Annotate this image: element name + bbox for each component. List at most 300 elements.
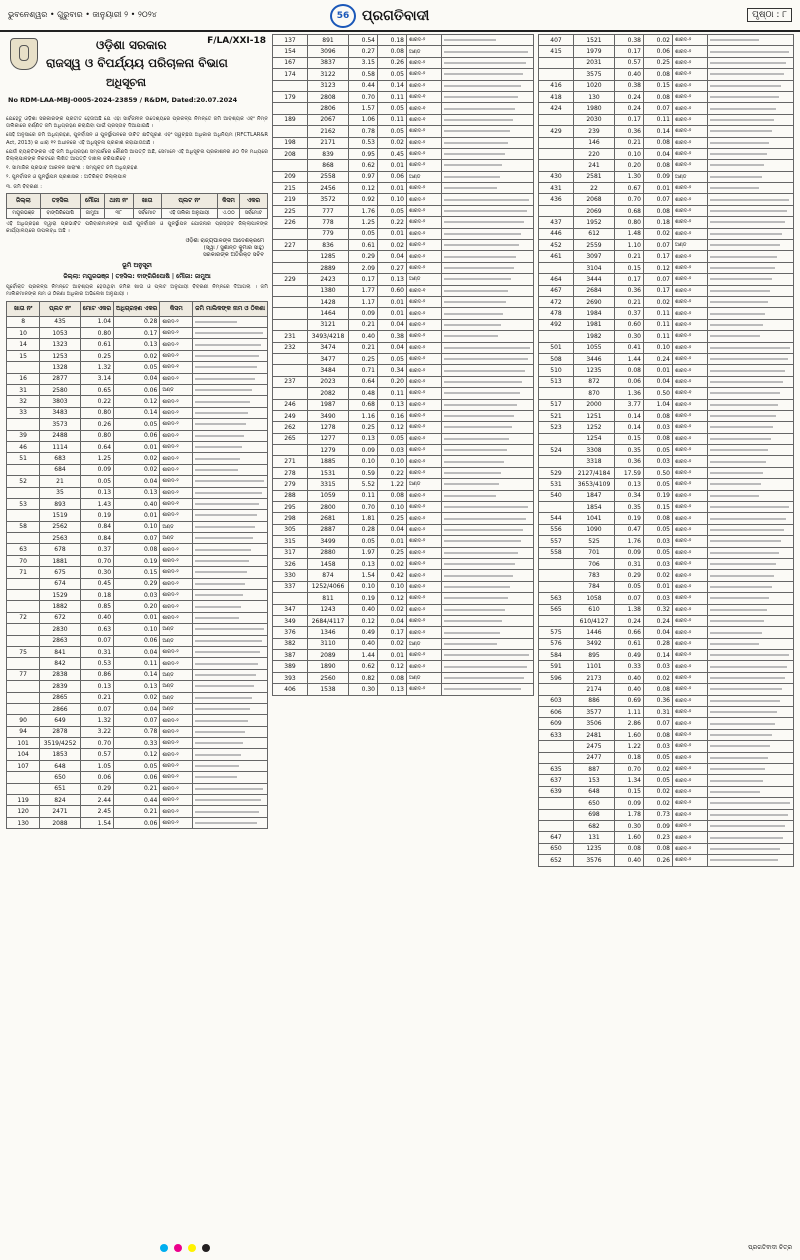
owner-text-placeholder	[710, 130, 772, 132]
khata-cell: 326	[273, 558, 308, 569]
khata-cell: 430	[539, 171, 574, 182]
owner-cell	[442, 445, 534, 456]
kisam-cell: ଶାରଦ-୨	[673, 103, 708, 114]
acquired-area-cell: 0.03	[644, 593, 673, 604]
khata-cell: 104	[7, 749, 40, 760]
table-row	[539, 331, 794, 342]
table-row	[273, 650, 534, 661]
acquired-area-cell: 0.08	[644, 205, 673, 216]
plot-cell: 872	[574, 376, 615, 387]
acquired-area-cell: 0.29	[114, 578, 160, 589]
notice-ref-code: F/LA/XXI-18	[207, 36, 266, 46]
plot-cell: 35	[40, 487, 80, 498]
acquired-area-cell: 0.11	[114, 658, 160, 669]
table-row	[273, 627, 534, 638]
summary-header-cell: ଥାନା ନଂ	[104, 193, 133, 208]
owner-text-placeholder	[444, 176, 500, 178]
khata-cell: 464	[539, 274, 574, 285]
owner-cell	[708, 775, 794, 786]
owner-cell	[708, 661, 794, 672]
total-area-cell: 0.14	[615, 422, 644, 433]
page-number: ପୃଷ୍ଠା : ୮	[747, 8, 792, 22]
owner-text-placeholder	[444, 267, 514, 269]
table-row	[7, 646, 268, 657]
kisam-cell: ଶାରଦ-୨	[673, 194, 708, 205]
owner-text-placeholder	[444, 426, 512, 428]
table-row	[273, 194, 534, 205]
khata-cell	[539, 570, 574, 581]
khata-cell	[539, 820, 574, 831]
acquired-area-cell: 0.19	[114, 555, 160, 566]
owner-text-placeholder	[710, 723, 775, 725]
owner-text-placeholder	[195, 537, 253, 539]
owner-cell	[193, 590, 268, 601]
owner-text-placeholder	[195, 458, 240, 460]
plot-cell: 2031	[574, 57, 615, 68]
kisam-cell: ଅଣ୍ଡ	[407, 638, 442, 649]
acquired-area-cell: 0.08	[644, 843, 673, 854]
table-row	[539, 627, 794, 638]
summary-header-cell: ଏକର	[240, 193, 268, 208]
plot-cell: 2806	[308, 103, 349, 114]
owner-text-placeholder	[195, 378, 254, 380]
total-area-cell: 0.69	[615, 695, 644, 706]
owner-cell	[708, 228, 794, 239]
owner-text-placeholder	[710, 210, 787, 212]
total-area-cell: 1.48	[615, 228, 644, 239]
owner-text-placeholder	[710, 563, 776, 565]
table-row	[273, 365, 534, 376]
acquired-area-cell: 0.26	[378, 57, 407, 68]
khata-cell	[273, 251, 308, 262]
khata-cell: 635	[539, 764, 574, 775]
acquired-area-cell: 0.02	[644, 764, 673, 775]
owner-text-placeholder	[710, 825, 785, 827]
kisam-cell: ଶାରଦ-୨	[673, 798, 708, 809]
plot-cell: 836	[308, 240, 349, 251]
plot-cell: 3653/4109	[574, 479, 615, 490]
plot-cell: 1519	[40, 510, 80, 521]
kisam-cell: ଶାରଦ-୨	[673, 205, 708, 216]
table-row	[539, 752, 794, 763]
acquired-area-cell: 0.28	[114, 316, 160, 327]
owner-text-placeholder	[710, 848, 780, 850]
notice-para-4: ଏହି ଅଧିଗ୍ରହଣ ଦ୍ୱାରା ପ୍ରଭାବିତ ପରିବାରମାନଙ୍କ ପାଇଁ ପୁନର୍ବାସନ ଓ ପୁନର୍ସ୍ଥାପନ ଯୋଜନାର ପ୍ରସ୍ତାବ ଜିଲ୍ଲାପାଳଙ୍କ କାର୍ଯ୍ୟାଳୟରେ ଉପଲବ୍ଧ ଅଛି ।	[6, 220, 268, 235]
owner-cell	[708, 274, 794, 285]
table-row	[7, 772, 268, 783]
plot-cell: 153	[574, 775, 615, 786]
plot-cell: 1279	[308, 445, 349, 456]
table-row	[273, 228, 534, 239]
kisam-cell: ଶାରଦ-୨	[673, 422, 708, 433]
kisam-cell: ଅଣ୍ଡ	[407, 171, 442, 182]
table-header-cell: ଜମି ମାଲିକଙ୍କ ନାମ ଓ ଠିକଣା	[193, 301, 268, 316]
table-row	[273, 69, 534, 80]
plot-cell: 2877	[40, 373, 80, 384]
owner-cell	[442, 433, 534, 444]
acquired-area-cell: 0.04	[114, 373, 160, 384]
kisam-cell: ଶାରଦ-୨	[407, 570, 442, 581]
acquired-area-cell: 0.50	[644, 388, 673, 399]
owner-text-placeholder	[195, 412, 248, 414]
owner-cell	[442, 103, 534, 114]
plot-cell: 887	[574, 764, 615, 775]
acquired-area-cell: 0.03	[644, 456, 673, 467]
table-row	[7, 328, 268, 339]
acquired-area-cell: 0.08	[644, 513, 673, 524]
sign-line: ସରକାରଙ୍କ ଅତିରିକ୍ତ ସଚିବ	[202, 252, 264, 259]
khata-cell: 16	[7, 373, 40, 384]
khata-cell	[273, 228, 308, 239]
table-row	[7, 590, 268, 601]
owner-cell	[442, 160, 534, 171]
table-row	[539, 57, 794, 68]
plot-cell: 3493/4218	[308, 331, 349, 342]
acquired-area-cell: 0.15	[644, 80, 673, 91]
owner-text-placeholder	[444, 552, 518, 554]
kisam-cell: ଶାରଦ-୨	[673, 536, 708, 547]
khata-cell	[7, 772, 40, 783]
khata-cell: 305	[273, 524, 308, 535]
total-area-cell: 0.07	[80, 703, 113, 714]
kisam-cell: ଶାରଦ-୨	[673, 581, 708, 592]
plot-cell: 1277	[308, 433, 349, 444]
plot-cell: 3477	[308, 353, 349, 364]
kisam-cell: ଶାରଦ-୨	[407, 262, 442, 273]
owner-cell	[193, 726, 268, 737]
total-area-cell: 0.80	[80, 430, 113, 441]
owner-cell	[442, 456, 534, 467]
acquired-area-cell: 0.03	[644, 661, 673, 672]
plot-cell: 3506	[574, 718, 615, 729]
notice-list-item: ୧. ସାମାଜିକ ପ୍ରଭାବ ଆକଳନ ସାରାଂଶ : ସମ୍ପୃକ୍ତ ଜମି ଅଧିଗ୍ରହଣ	[6, 165, 138, 172]
kisam-cell: ଶାରଦ-୨	[673, 183, 708, 194]
acquired-area-cell: 0.01	[114, 612, 160, 623]
owner-cell	[442, 593, 534, 604]
total-area-cell: 0.18	[615, 752, 644, 763]
plot-cell: 435	[40, 316, 80, 327]
acquired-area-cell: 0.07	[114, 715, 160, 726]
notice-para-1: ଯେହେତୁ ଓଡ଼ିଶା ସରକାରଙ୍କ ପ୍ରତୀତ ହେଉଅଛି ଯେ ଏହା ସାର୍ବଜନୀନ ଉଦ୍ଦେଶ୍ୟରେ ପ୍ରକଳ୍ପ ନିମନ୍ତେ ଜମି ଆବଶ୍ୟକ ଏବଂ ନିମ୍ନ ତାଲିକାରେ ବର୍ଣ୍ଣିତ ଜମି ଅଧିଗ୍ରହଣ କରାଯିବା ପାଇଁ ପ୍ରସ୍ତାବ ଦିଆଯାଇଛି ।	[6, 116, 268, 130]
total-area-cell: 0.40	[615, 672, 644, 683]
total-area-cell: 2.86	[615, 718, 644, 729]
owner-text-placeholder	[195, 401, 250, 403]
acquired-area-cell: 0.08	[644, 137, 673, 148]
khata-cell	[7, 510, 40, 521]
table-row	[7, 738, 268, 749]
owner-cell	[442, 536, 534, 547]
owner-cell	[193, 715, 268, 726]
kisam-cell: ଶାରଦ-୨	[673, 650, 708, 661]
khata-cell: 431	[539, 183, 574, 194]
acquired-area-cell: 0.44	[114, 795, 160, 806]
kisam-cell: ଶାରଦ-୨	[407, 650, 442, 661]
table-row	[273, 581, 534, 592]
owner-cell	[708, 524, 794, 535]
owner-text-placeholder	[710, 244, 780, 246]
table-row	[7, 817, 268, 828]
total-area-cell: 0.63	[80, 624, 113, 635]
total-area-cell: 0.65	[80, 384, 113, 395]
owner-cell	[442, 126, 534, 137]
kisam-cell: ଅଣ୍ଡ	[407, 672, 442, 683]
plot-cell: 2838	[40, 669, 80, 680]
kisam-cell: ଅଣ୍ଡ	[160, 692, 193, 703]
plot-cell: 3575	[574, 69, 615, 80]
acquired-area-cell: 0.06	[114, 817, 160, 828]
table-row	[273, 148, 534, 159]
table-row	[539, 160, 794, 171]
owner-text-placeholder	[710, 119, 774, 121]
khata-cell	[539, 615, 574, 626]
total-area-cell: 0.38	[615, 80, 644, 91]
acquired-area-cell: 0.14	[114, 407, 160, 418]
acquired-area-cell: 0.06	[114, 430, 160, 441]
acquired-area-cell: 0.60	[378, 285, 407, 296]
table-row	[273, 479, 534, 490]
owner-cell	[708, 593, 794, 604]
owner-cell	[442, 615, 534, 626]
acquired-area-cell: 0.24	[644, 615, 673, 626]
kisam-cell: ଶାରଦ-୨	[673, 35, 708, 46]
kisam-cell: ଶାରଦ-୨	[673, 752, 708, 763]
table-row	[7, 703, 268, 714]
total-area-cell: 0.70	[615, 764, 644, 775]
table-row	[539, 114, 794, 125]
owner-cell	[708, 342, 794, 353]
owner-text-placeholder	[710, 711, 777, 713]
summary-cell: ସର୍ବମୋଟ	[240, 208, 268, 218]
owner-cell	[708, 183, 794, 194]
plot-cell: 648	[574, 786, 615, 797]
owner-text-placeholder	[710, 632, 762, 634]
owner-cell	[442, 342, 534, 353]
kisam-cell: ଶାରଦ-୧	[407, 114, 442, 125]
plot-cell: 1053	[40, 328, 80, 339]
table-row	[539, 661, 794, 672]
table-row	[273, 160, 534, 171]
owner-cell	[442, 148, 534, 159]
kisam-cell: ଶାରଦ-୨	[673, 69, 708, 80]
total-area-cell: 0.30	[349, 684, 378, 695]
table-row	[539, 126, 794, 137]
khata-cell	[539, 798, 574, 809]
khata-cell: 189	[273, 114, 308, 125]
khata-cell	[7, 590, 40, 601]
plot-cell: 811	[308, 593, 349, 604]
khata-cell	[7, 533, 40, 544]
kisam-cell: ଶାରଦ-୨	[673, 433, 708, 444]
khata-cell: 529	[539, 467, 574, 478]
khata-cell	[539, 262, 574, 273]
plot-cell: 778	[308, 217, 349, 228]
table-row	[7, 533, 268, 544]
acquired-area-cell: 0.08	[378, 490, 407, 501]
khata-cell	[273, 80, 308, 91]
total-area-cell: 0.29	[349, 251, 378, 262]
total-area-cell: 1.06	[349, 114, 378, 125]
table-row	[539, 490, 794, 501]
plot-cell: 2830	[40, 624, 80, 635]
summary-cell: ବାଙ୍ଗିରିପୋଷି	[40, 208, 80, 218]
total-area-cell: 0.26	[80, 419, 113, 430]
total-area-cell: 0.95	[349, 148, 378, 159]
owner-text-placeholder	[195, 503, 259, 505]
khata-cell: 523	[539, 422, 574, 433]
total-area-cell: 0.07	[615, 593, 644, 604]
owner-cell	[193, 407, 268, 418]
total-area-cell: 0.60	[615, 319, 644, 330]
acquired-area-cell: 0.13	[378, 274, 407, 285]
table-row	[539, 376, 794, 387]
acquired-area-cell: 0.05	[114, 362, 160, 373]
plot-cell: 1020	[574, 80, 615, 91]
kisam-cell: ଶାରଦ-୨	[407, 183, 442, 194]
acquired-area-cell: 0.02	[644, 798, 673, 809]
owner-cell	[708, 80, 794, 91]
plot-cell: 2471	[40, 806, 80, 817]
owner-text-placeholder	[195, 606, 240, 608]
khata-cell	[7, 624, 40, 635]
khata-cell: 521	[539, 410, 574, 421]
khata-cell: 15	[7, 350, 40, 361]
owner-cell	[442, 502, 534, 513]
acquired-area-cell: 0.01	[644, 581, 673, 592]
acquired-area-cell: 0.01	[378, 650, 407, 661]
owner-text-placeholder	[444, 609, 505, 611]
kisam-cell: ଶାରଦ-୨	[673, 137, 708, 148]
owner-cell	[193, 555, 268, 566]
acquired-area-cell: 0.02	[114, 350, 160, 361]
owner-cell	[193, 749, 268, 760]
kisam-cell: ଅଣ୍ଡ	[160, 681, 193, 692]
plot-cell: 1952	[574, 217, 615, 228]
owner-text-placeholder	[195, 366, 256, 368]
owner-cell	[442, 422, 534, 433]
plot-cell: 1446	[574, 627, 615, 638]
table-row	[7, 316, 268, 327]
plot-cell: 3308	[574, 445, 615, 456]
khata-cell: 540	[539, 490, 574, 501]
total-area-cell: 0.30	[615, 820, 644, 831]
kisam-cell: ଶାରଦ-୨	[673, 46, 708, 57]
acquired-area-cell: 0.01	[378, 308, 407, 319]
kisam-cell: ଅଣ୍ଡ	[673, 171, 708, 182]
owner-cell	[193, 544, 268, 555]
owner-text-placeholder	[444, 85, 521, 87]
owner-text-placeholder	[444, 597, 508, 599]
owner-cell	[708, 422, 794, 433]
khata-cell: 249	[273, 410, 308, 421]
total-area-cell: 0.37	[615, 308, 644, 319]
acquired-area-cell: 0.05	[644, 445, 673, 456]
owner-cell	[442, 524, 534, 535]
kisam-cell: ଶାରଦ-୨	[673, 502, 708, 513]
owner-cell	[708, 638, 794, 649]
kisam-cell: ଶାରଦ-୨	[160, 555, 193, 566]
plot-cell: 3318	[574, 456, 615, 467]
table-row	[7, 601, 268, 612]
total-area-cell: 5.52	[349, 479, 378, 490]
acquired-area-cell: 0.03	[378, 445, 407, 456]
total-area-cell: 0.57	[80, 749, 113, 760]
table-row	[273, 524, 534, 535]
kisam-cell: ଶାରଦ-୨	[673, 684, 708, 695]
khata-cell	[7, 464, 40, 475]
acquired-area-cell: 0.01	[644, 365, 673, 376]
acquired-area-cell: 0.01	[378, 160, 407, 171]
govt-name: ଓଡ଼ିଶା ସରକାର	[96, 38, 167, 52]
table-row	[539, 593, 794, 604]
owner-text-placeholder	[710, 335, 760, 337]
owner-cell	[193, 510, 268, 521]
owner-cell	[708, 91, 794, 102]
acquired-area-cell: 0.06	[644, 46, 673, 57]
table-row	[273, 137, 534, 148]
owner-cell	[442, 205, 534, 216]
kisam-cell: ଶାରଦ-୨	[160, 567, 193, 578]
masthead	[330, 4, 429, 28]
khata-cell	[539, 502, 574, 513]
table-header-cell: ଅଧିଗ୍ରହଣ ଏକର	[114, 301, 160, 316]
plot-cell: 3096	[308, 46, 349, 57]
kisam-cell: ଶାରଦ-୨	[673, 376, 708, 387]
khata-cell: 337	[273, 581, 308, 592]
plot-cell: 1235	[574, 365, 615, 376]
owner-text-placeholder	[195, 469, 238, 471]
kisam-cell: ଶାରଦ-୨	[407, 194, 442, 205]
owner-text-placeholder	[710, 449, 768, 451]
acquired-area-cell: 0.01	[114, 510, 160, 521]
plot-cell: 675	[40, 567, 80, 578]
total-area-cell: 3.22	[80, 726, 113, 737]
plot-cell: 1980	[574, 103, 615, 114]
acquired-area-cell: 0.02	[644, 570, 673, 581]
total-area-cell: 0.86	[80, 669, 113, 680]
khata-cell: 94	[7, 726, 40, 737]
acquired-area-cell: 0.05	[378, 103, 407, 114]
owner-text-placeholder	[710, 85, 781, 87]
summary-header-cell: କିସମ	[217, 193, 239, 208]
owner-cell	[708, 319, 794, 330]
owner-text-placeholder	[195, 423, 246, 425]
kisam-cell: ଶାରଦ-୨	[673, 126, 708, 137]
acquired-area-cell: 0.28	[644, 638, 673, 649]
owner-text-placeholder	[710, 472, 763, 474]
khata-cell	[539, 160, 574, 171]
khata-cell: 461	[539, 251, 574, 262]
total-area-cell: 0.30	[615, 331, 644, 342]
table-row	[539, 479, 794, 490]
owner-cell	[442, 650, 534, 661]
acquired-area-cell: 0.03	[644, 536, 673, 547]
acquired-area-cell: 0.16	[378, 410, 407, 421]
owner-cell	[442, 228, 534, 239]
plot-cell: 3572	[308, 194, 349, 205]
owner-text-placeholder	[444, 278, 511, 280]
acquired-area-cell: 0.38	[378, 331, 407, 342]
kisam-cell: ଶାରଦ-୨	[160, 453, 193, 464]
owner-cell	[708, 513, 794, 524]
owner-cell	[442, 171, 534, 182]
khata-cell: 387	[273, 650, 308, 661]
plot-cell: 2082	[308, 388, 349, 399]
table-row	[273, 661, 534, 672]
owner-cell	[442, 376, 534, 387]
total-area-cell: 0.70	[80, 555, 113, 566]
acquired-area-cell: 0.02	[644, 35, 673, 46]
table-row	[7, 362, 268, 373]
